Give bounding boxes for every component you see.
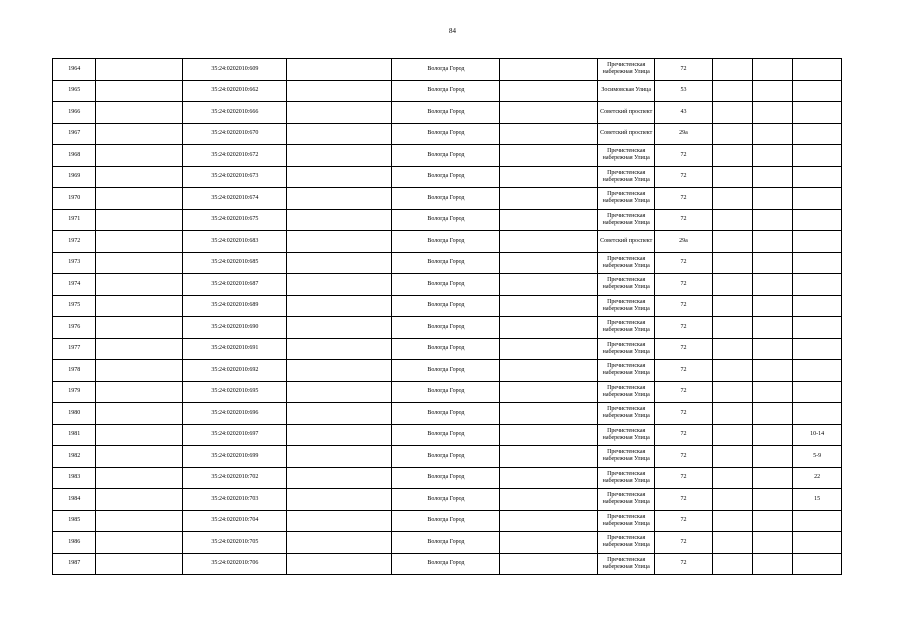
- row-number-cell: 1977: [53, 338, 96, 360]
- empty-cell: [500, 231, 598, 253]
- street-cell: Советский проспект: [598, 102, 655, 124]
- empty-cell: [712, 209, 752, 231]
- row-number-cell: 1968: [53, 145, 96, 167]
- empty-cell: [500, 446, 598, 468]
- cadastral-number-cell: 35:24:0202010:687: [183, 274, 287, 296]
- table-row: [53, 403, 842, 425]
- street-cell: Пречистенская набережная Улица: [598, 360, 655, 382]
- city-cell: Вологда Город: [392, 295, 500, 317]
- empty-cell: [287, 123, 392, 145]
- empty-cell: [500, 188, 598, 210]
- street-cell: Пречистенская набережная Улица: [598, 209, 655, 231]
- empty-cell: [712, 532, 752, 554]
- cadastral-number-cell: 35:24:0202010:673: [183, 166, 287, 188]
- empty-cell: [500, 317, 598, 339]
- empty-cell: [96, 338, 183, 360]
- street-cell: Пречистенская набережная Улица: [598, 510, 655, 532]
- empty-cell: [500, 338, 598, 360]
- empty-cell: [500, 360, 598, 382]
- empty-cell: [712, 317, 752, 339]
- empty-cell: [500, 381, 598, 403]
- empty-cell: [96, 145, 183, 167]
- row-number-cell: 1975: [53, 295, 96, 317]
- empty-cell: [500, 145, 598, 167]
- empty-cell: [712, 231, 752, 253]
- table-row: [53, 295, 842, 317]
- row-number-cell: 1980: [53, 403, 96, 425]
- row-number-cell: 1985: [53, 510, 96, 532]
- street-cell: Пречистенская набережная Улица: [598, 446, 655, 468]
- empty-cell: [500, 489, 598, 511]
- city-cell: Вологда Город: [392, 102, 500, 124]
- row-number-cell: 1973: [53, 252, 96, 274]
- empty-cell: [752, 209, 792, 231]
- empty-cell: [712, 446, 752, 468]
- empty-cell: [712, 166, 752, 188]
- street-cell: Пречистенская набережная Улица: [598, 381, 655, 403]
- empty-cell: [752, 274, 792, 296]
- table-row: [53, 274, 842, 296]
- table-row: [53, 360, 842, 382]
- street-cell: Советский проспект: [598, 231, 655, 253]
- empty-cell: [287, 231, 392, 253]
- empty-cell: [500, 59, 598, 81]
- city-cell: Вологда Город: [392, 80, 500, 102]
- table-row: [53, 252, 842, 274]
- street-cell: Пречистенская набережная Улица: [598, 338, 655, 360]
- house-number-cell: 72: [655, 145, 712, 167]
- table-row: [53, 381, 842, 403]
- row-number-cell: 1978: [53, 360, 96, 382]
- empty-cell: [96, 317, 183, 339]
- empty-cell: [287, 489, 392, 511]
- empty-cell: [96, 59, 183, 81]
- empty-cell: [500, 274, 598, 296]
- city-cell: Вологда Город: [392, 532, 500, 554]
- table-row: [53, 145, 842, 167]
- empty-cell: [712, 489, 752, 511]
- empty-cell: [712, 510, 752, 532]
- empty-cell: [96, 489, 183, 511]
- row-number-cell: 1965: [53, 80, 96, 102]
- empty-cell: [500, 553, 598, 575]
- empty-cell: [712, 424, 752, 446]
- apartment-cell: [793, 145, 842, 167]
- empty-cell: [96, 510, 183, 532]
- apartment-cell: [793, 59, 842, 81]
- empty-cell: [287, 510, 392, 532]
- street-cell: Пречистенская набережная Улица: [598, 532, 655, 554]
- empty-cell: [752, 381, 792, 403]
- cadastral-number-cell: 35:24:0202010:696: [183, 403, 287, 425]
- cadastral-number-cell: 35:24:0202010:706: [183, 553, 287, 575]
- empty-cell: [96, 532, 183, 554]
- row-number-cell: 1976: [53, 317, 96, 339]
- row-number-cell: 1986: [53, 532, 96, 554]
- row-number-cell: 1974: [53, 274, 96, 296]
- city-cell: Вологда Город: [392, 209, 500, 231]
- apartment-cell: [793, 360, 842, 382]
- apartment-cell: [793, 274, 842, 296]
- empty-cell: [287, 424, 392, 446]
- empty-cell: [96, 424, 183, 446]
- city-cell: Вологда Город: [392, 403, 500, 425]
- empty-cell: [96, 446, 183, 468]
- row-number-cell: 1969: [53, 166, 96, 188]
- row-number-cell: 1964: [53, 59, 96, 81]
- apartment-cell: [793, 553, 842, 575]
- empty-cell: [96, 467, 183, 489]
- empty-cell: [712, 467, 752, 489]
- empty-cell: [287, 403, 392, 425]
- row-number-cell: 1967: [53, 123, 96, 145]
- city-cell: Вологда Город: [392, 274, 500, 296]
- empty-cell: [752, 424, 792, 446]
- empty-cell: [287, 338, 392, 360]
- cadastral-number-cell: 35:24:0202010:675: [183, 209, 287, 231]
- city-cell: Вологда Город: [392, 424, 500, 446]
- empty-cell: [287, 360, 392, 382]
- empty-cell: [712, 403, 752, 425]
- empty-cell: [96, 231, 183, 253]
- cadastral-number-cell: 35:24:0202010:702: [183, 467, 287, 489]
- house-number-cell: 72: [655, 252, 712, 274]
- street-cell: Пречистенская набережная Улица: [598, 188, 655, 210]
- row-number-cell: 1984: [53, 489, 96, 511]
- apartment-cell: [793, 166, 842, 188]
- empty-cell: [752, 59, 792, 81]
- empty-cell: [96, 381, 183, 403]
- empty-cell: [752, 317, 792, 339]
- cadastral-number-cell: 35:24:0202010:695: [183, 381, 287, 403]
- empty-cell: [500, 295, 598, 317]
- empty-cell: [752, 166, 792, 188]
- apartment-cell: [793, 510, 842, 532]
- empty-cell: [500, 532, 598, 554]
- empty-cell: [752, 553, 792, 575]
- empty-cell: [752, 80, 792, 102]
- empty-cell: [752, 403, 792, 425]
- row-number-cell: 1983: [53, 467, 96, 489]
- table-row: [53, 446, 842, 468]
- street-cell: Пречистенская набережная Улица: [598, 166, 655, 188]
- empty-cell: [500, 403, 598, 425]
- cadastral-number-cell: 35:24:0202010:691: [183, 338, 287, 360]
- cadastral-number-cell: 35:24:0202010:692: [183, 360, 287, 382]
- apartment-cell: 22: [793, 467, 842, 489]
- empty-cell: [96, 166, 183, 188]
- row-number-cell: 1971: [53, 209, 96, 231]
- cadastral-number-cell: 35:24:0202010:689: [183, 295, 287, 317]
- city-cell: Вологда Город: [392, 467, 500, 489]
- house-number-cell: 43: [655, 102, 712, 124]
- empty-cell: [96, 553, 183, 575]
- empty-cell: [712, 338, 752, 360]
- city-cell: Вологда Город: [392, 166, 500, 188]
- house-number-cell: 72: [655, 166, 712, 188]
- apartment-cell: [793, 317, 842, 339]
- empty-cell: [500, 467, 598, 489]
- empty-cell: [287, 532, 392, 554]
- empty-cell: [287, 166, 392, 188]
- street-cell: Пречистенская набережная Улица: [598, 295, 655, 317]
- empty-cell: [96, 80, 183, 102]
- street-cell: Пречистенская набережная Улица: [598, 59, 655, 81]
- table-row: [53, 188, 842, 210]
- house-number-cell: 72: [655, 510, 712, 532]
- empty-cell: [500, 252, 598, 274]
- empty-cell: [500, 80, 598, 102]
- empty-cell: [287, 102, 392, 124]
- empty-cell: [712, 381, 752, 403]
- empty-cell: [752, 510, 792, 532]
- empty-cell: [287, 467, 392, 489]
- table-row: [53, 317, 842, 339]
- city-cell: Вологда Город: [392, 231, 500, 253]
- empty-cell: [752, 338, 792, 360]
- empty-cell: [287, 80, 392, 102]
- empty-cell: [752, 489, 792, 511]
- house-number-cell: 72: [655, 59, 712, 81]
- empty-cell: [96, 403, 183, 425]
- city-cell: Вологда Город: [392, 123, 500, 145]
- house-number-cell: 72: [655, 446, 712, 468]
- empty-cell: [500, 123, 598, 145]
- cadastral-number-cell: 35:24:0202010:662: [183, 80, 287, 102]
- street-cell: Зосимовская Улица: [598, 80, 655, 102]
- house-number-cell: 72: [655, 188, 712, 210]
- empty-cell: [712, 145, 752, 167]
- street-cell: Пречистенская набережная Улица: [598, 467, 655, 489]
- city-cell: Вологда Город: [392, 381, 500, 403]
- cadastral-number-cell: 35:24:0202010:609: [183, 59, 287, 81]
- empty-cell: [752, 532, 792, 554]
- house-number-cell: 72: [655, 338, 712, 360]
- table-body: [53, 59, 842, 575]
- apartment-cell: 15: [793, 489, 842, 511]
- table-row: [53, 553, 842, 575]
- empty-cell: [712, 295, 752, 317]
- city-cell: Вологда Город: [392, 360, 500, 382]
- row-number-cell: 1970: [53, 188, 96, 210]
- empty-cell: [287, 295, 392, 317]
- empty-cell: [752, 467, 792, 489]
- empty-cell: [500, 424, 598, 446]
- apartment-cell: [793, 231, 842, 253]
- cadastral-number-cell: 35:24:0202010:683: [183, 231, 287, 253]
- house-number-cell: 72: [655, 424, 712, 446]
- cadastral-number-cell: 35:24:0202010:685: [183, 252, 287, 274]
- city-cell: Вологда Город: [392, 489, 500, 511]
- empty-cell: [96, 295, 183, 317]
- empty-cell: [500, 510, 598, 532]
- cadastral-number-cell: 35:24:0202010:704: [183, 510, 287, 532]
- page-number: 84: [449, 27, 456, 35]
- street-cell: Пречистенская набережная Улица: [598, 424, 655, 446]
- city-cell: Вологда Город: [392, 188, 500, 210]
- apartment-cell: [793, 338, 842, 360]
- table-row: [53, 338, 842, 360]
- table-row: [53, 123, 842, 145]
- empty-cell: [752, 360, 792, 382]
- street-cell: Пречистенская набережная Улица: [598, 553, 655, 575]
- empty-cell: [287, 59, 392, 81]
- street-cell: Пречистенская набережная Улица: [598, 145, 655, 167]
- empty-cell: [96, 188, 183, 210]
- street-cell: Пречистенская набережная Улица: [598, 403, 655, 425]
- house-number-cell: 72: [655, 317, 712, 339]
- table-row: [53, 510, 842, 532]
- cadastral-number-cell: 35:24:0202010:703: [183, 489, 287, 511]
- cadastral-number-cell: 35:24:0202010:705: [183, 532, 287, 554]
- cadastral-number-cell: 35:24:0202010:697: [183, 424, 287, 446]
- city-cell: Вологда Город: [392, 446, 500, 468]
- empty-cell: [287, 188, 392, 210]
- house-number-cell: 72: [655, 381, 712, 403]
- apartment-cell: [793, 252, 842, 274]
- row-number-cell: 1982: [53, 446, 96, 468]
- city-cell: Вологда Город: [392, 252, 500, 274]
- empty-cell: [712, 102, 752, 124]
- table-row: [53, 102, 842, 124]
- house-number-cell: 72: [655, 403, 712, 425]
- street-cell: Пречистенская набережная Улица: [598, 274, 655, 296]
- empty-cell: [287, 252, 392, 274]
- street-cell: Пречистенская набережная Улица: [598, 489, 655, 511]
- street-cell: Пречистенская набережная Улица: [598, 317, 655, 339]
- apartment-cell: 10-14: [793, 424, 842, 446]
- empty-cell: [96, 123, 183, 145]
- cadastral-number-cell: 35:24:0202010:699: [183, 446, 287, 468]
- empty-cell: [712, 59, 752, 81]
- apartment-cell: 5-9: [793, 446, 842, 468]
- apartment-cell: [793, 532, 842, 554]
- table-row: [53, 424, 842, 446]
- cadastral-number-cell: 35:24:0202010:666: [183, 102, 287, 124]
- row-number-cell: 1979: [53, 381, 96, 403]
- row-number-cell: 1987: [53, 553, 96, 575]
- city-cell: Вологда Город: [392, 145, 500, 167]
- row-number-cell: 1966: [53, 102, 96, 124]
- empty-cell: [96, 209, 183, 231]
- table-row: [53, 532, 842, 554]
- apartment-cell: [793, 403, 842, 425]
- empty-cell: [752, 446, 792, 468]
- street-cell: Советский проспект: [598, 123, 655, 145]
- empty-cell: [752, 145, 792, 167]
- table-row: [53, 166, 842, 188]
- empty-cell: [500, 209, 598, 231]
- house-number-cell: 72: [655, 295, 712, 317]
- table-row: [53, 209, 842, 231]
- empty-cell: [287, 209, 392, 231]
- house-number-cell: 72: [655, 209, 712, 231]
- city-cell: Вологда Город: [392, 59, 500, 81]
- empty-cell: [712, 80, 752, 102]
- city-cell: Вологда Город: [392, 553, 500, 575]
- empty-cell: [712, 188, 752, 210]
- table-row: [53, 59, 842, 81]
- table-row: [53, 467, 842, 489]
- street-cell: Пречистенская набережная Улица: [598, 252, 655, 274]
- house-number-cell: 72: [655, 360, 712, 382]
- empty-cell: [752, 102, 792, 124]
- empty-cell: [287, 317, 392, 339]
- apartment-cell: [793, 381, 842, 403]
- empty-cell: [96, 360, 183, 382]
- empty-cell: [287, 381, 392, 403]
- empty-cell: [500, 102, 598, 124]
- empty-cell: [752, 123, 792, 145]
- empty-cell: [712, 360, 752, 382]
- apartment-cell: [793, 123, 842, 145]
- registry-table: [52, 58, 842, 575]
- apartment-cell: [793, 295, 842, 317]
- city-cell: Вологда Город: [392, 317, 500, 339]
- table-row: [53, 489, 842, 511]
- house-number-cell: 72: [655, 489, 712, 511]
- cadastral-number-cell: 35:24:0202010:690: [183, 317, 287, 339]
- house-number-cell: 72: [655, 553, 712, 575]
- empty-cell: [287, 145, 392, 167]
- empty-cell: [712, 123, 752, 145]
- city-cell: Вологда Город: [392, 338, 500, 360]
- house-number-cell: 72: [655, 532, 712, 554]
- empty-cell: [96, 102, 183, 124]
- house-number-cell: 53: [655, 80, 712, 102]
- empty-cell: [287, 553, 392, 575]
- table-row: [53, 80, 842, 102]
- cadastral-number-cell: 35:24:0202010:674: [183, 188, 287, 210]
- house-number-cell: 29а: [655, 231, 712, 253]
- empty-cell: [752, 231, 792, 253]
- empty-cell: [712, 274, 752, 296]
- empty-cell: [96, 252, 183, 274]
- empty-cell: [752, 295, 792, 317]
- apartment-cell: [793, 102, 842, 124]
- empty-cell: [287, 274, 392, 296]
- empty-cell: [712, 553, 752, 575]
- empty-cell: [752, 188, 792, 210]
- apartment-cell: [793, 80, 842, 102]
- house-number-cell: 29а: [655, 123, 712, 145]
- empty-cell: [712, 252, 752, 274]
- city-cell: Вологда Город: [392, 510, 500, 532]
- cadastral-number-cell: 35:24:0202010:672: [183, 145, 287, 167]
- apartment-cell: [793, 209, 842, 231]
- empty-cell: [287, 446, 392, 468]
- empty-cell: [500, 166, 598, 188]
- apartment-cell: [793, 188, 842, 210]
- empty-cell: [752, 252, 792, 274]
- row-number-cell: 1972: [53, 231, 96, 253]
- cadastral-number-cell: 35:24:0202010:670: [183, 123, 287, 145]
- empty-cell: [96, 274, 183, 296]
- house-number-cell: 72: [655, 274, 712, 296]
- row-number-cell: 1981: [53, 424, 96, 446]
- house-number-cell: 72: [655, 467, 712, 489]
- table-row: [53, 231, 842, 253]
